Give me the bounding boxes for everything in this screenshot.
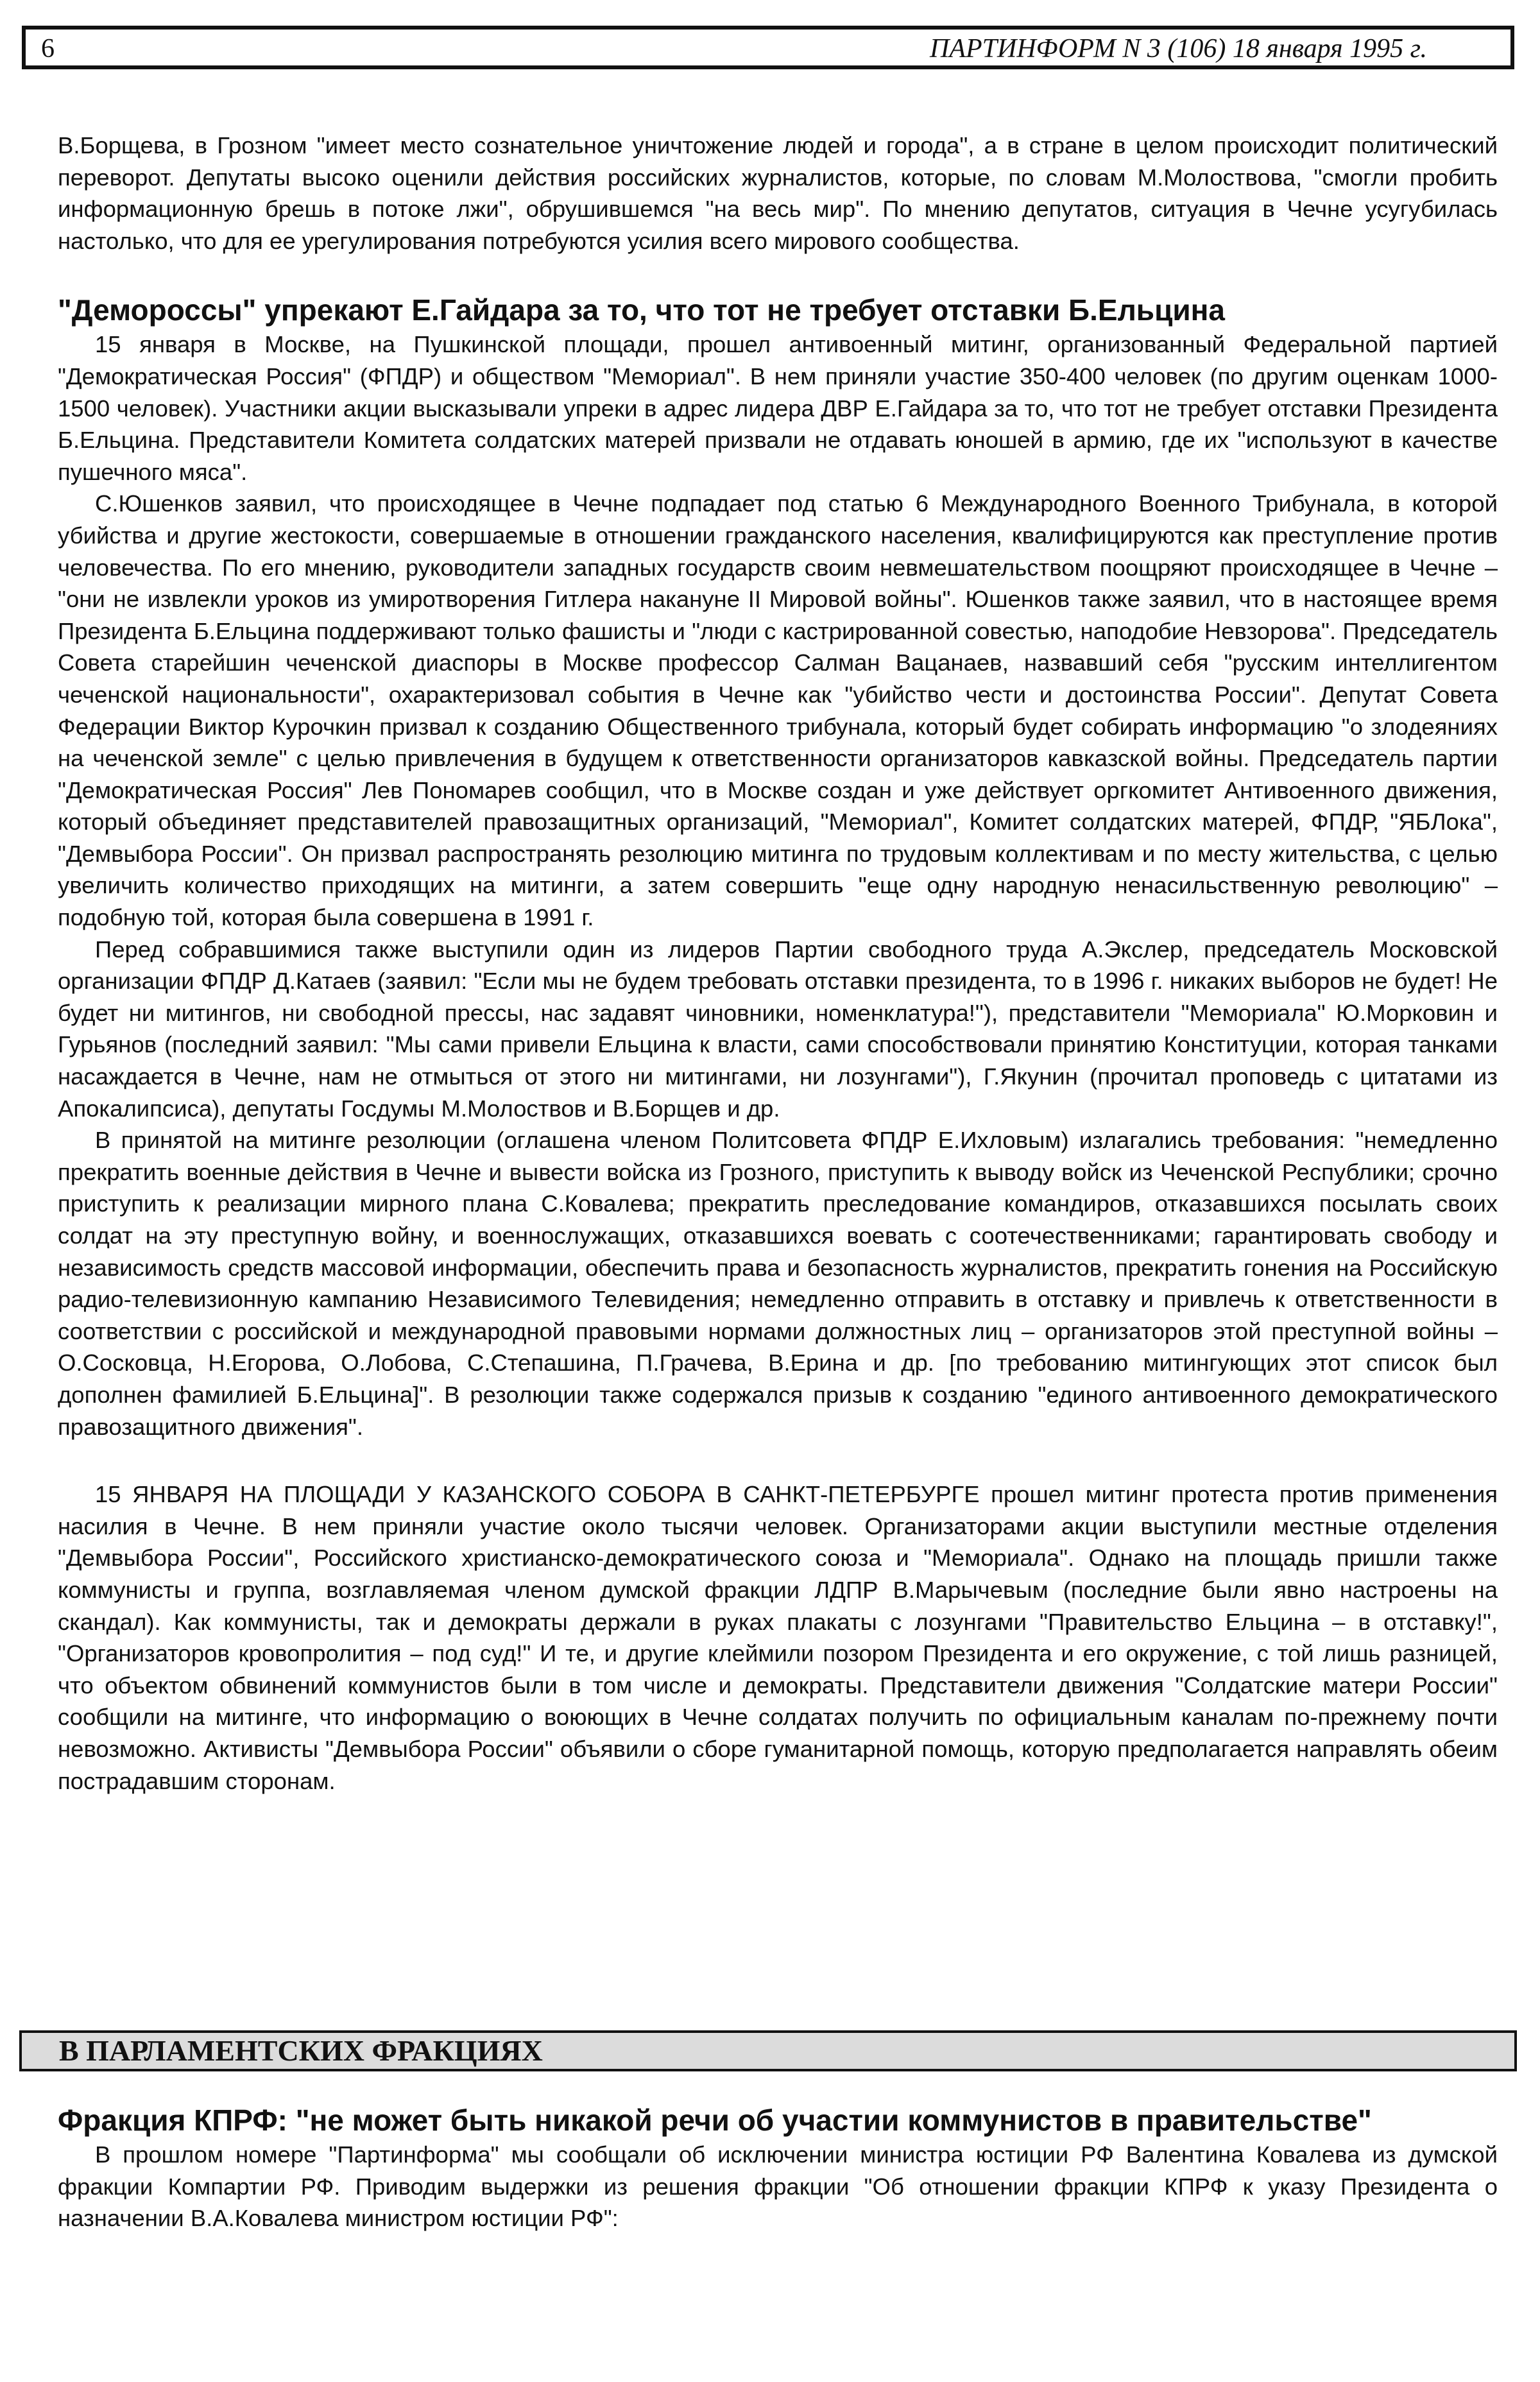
article2-paragraph: В прошлом номере "Партинформа" мы сообщали об исключении министра юстиции РФ Валентина Ковалева из думской фракции Компартии РФ. Приводим выдержки из решения фракции "Об отношении фракции КПРФ к указу Президента о назначении В.А.Ковалева министром юстиции РФ": xyxy=(58,2141,1498,2232)
article1-headline: "Демороссы" упрекают Е.Гайдара за то, что тот не требует отставки Б.Ельцина xyxy=(58,293,1225,327)
page-header xyxy=(22,26,1514,69)
section-title-bar xyxy=(19,2030,1517,2071)
main-text xyxy=(58,130,1498,1797)
spb-paragraph: 15 ЯНВАРЯ НА ПЛОЩАДИ У КАЗАНСКОГО СОБОРА В САНКТ-ПЕТЕРБУРГЕ прошел митинг протеста против применения насилия в Чечне. В нем приняли участие около тысячи человек. Организаторами акции выступили местные отделения "Демвыбора России", Российского христианско-демократического союза и "Мемориала". Однако на площадь пришли также коммунисты и группа, возглавляемая членом думской фракции ЛДПР В.Марычевым (последние были явно настроены на скандал). Как коммунисты, так и демократы держали в руках плакаты с лозунгами "Правительство Ельцина – в отставку!", "Организаторов кровопролития – под суд!" И те, и другие клеймили позором Президента и его окружение, с той лишь разницей, что объектом обвинений коммунистов были в том числе и демократы. Представители движения "Солдатские матери России" сообщили на митинге, что информацию о воюющих в Чечне солдатах получить по официальным каналам по-прежнему почти невозможно. Активисты "Демвыбора России" объявили о сборе гуманитарной помощь, которую предполагается направлять обеим пострадавшим сторонам. xyxy=(58,1481,1498,1794)
article1-paragraph: С.Юшенков заявил, что происходящее в Чечне подпадает под статью 6 Международного Военного Трибунала, в которой убийства и другие жестокости, совершаемые в отношении гражданского населения, квалифицируются как преступление против человечества. По его мнению, руководители западных государств своим невмешательством поощряют происходящее в Чечне – "они не извлекли уроков из умиротворения Гитлера накануне II Мировой войны". Юшенков также заявил, что в настоящее время Президента Б.Ельцина поддерживают только фашисты и "люди с кастрированной совестью, наподобие Невзорова". Председатель Совета старейшин чеченской диаспоры в Москве профессор Салман Вацанаев, назвавший себя "русским интеллигентом чеченской национальности", охарактеризовал события в Чечне как "убийство чести и достоинства России". Депутат Совета Федерации Виктор Курочкин призвал к созданию Общественного трибунала, который будет собирать информацию "о злодеяниях на чеченской земле" с целью привлечения в будущем к ответственности организаторов кавказской войны. Председатель партии "Демократическая Россия" Лев Пономарев сообщил, что в Москве создан и уже действует оргкомитет Антивоенного движения, который объединяет представителей правозащитных организаций, "Мемориал", Комитет солдатских матерей, ФПДР, "ЯБЛока", "Демвыбора России". Он призвал распространять резолюцию митинга по трудовым коллективам и по месту жительства, с целью увеличить количество приходящих на митинги, а затем совершить "еще одну народную ненасильственную революцию" – подобную той, которая была совершена в 1991 г. xyxy=(58,490,1498,931)
article1-paragraph: В принятой на митинге резолюции (оглашена членом Политсовета ФПДР Е.Ихловым) излагались требования: "немедленно прекратить военные действия в Чечне и вывести войска из Грозного, приступить к выводу войск из Чеченской Республики; срочно приступить к реализации мирного плана С.Ковалева; прекратить преследование командиров, отказавшихся посылать своих солдат на эту преступную войну, и военнослужащих, отказавшихся воевать с соотечественниками; гарантировать свободу и независимость средств массовой информации, обеспечить права и безопасность журналистов, прекратить гонения на Российскую радио-телевизионную кампанию Независимого Телевидения; немедленно отправить в отставку и привлечь к ответственности в соответствии с российской и международной правовыми нормами должностных лиц – организаторов этой преступной войны – О.Сосковца, Н.Егорова, О.Лобова, С.Степашина, П.Грачева, В.Ерина и др. [по требованию митингующих этот список был дополнен фамилией Б.Ельцина]". В резолюции также содержался призыв к созданию "единого антивоенного демократического правозащитного движения". xyxy=(58,1127,1498,1440)
article2-headline: Фракция КПРФ: "не может быть никакой речи об участии коммунистов в правительстве" xyxy=(58,2104,1372,2137)
section-title: В ПАРЛАМЕНТСКИХ ФРАКЦИЯХ xyxy=(59,2034,543,2067)
article1-paragraph: Перед собравшимися также выступили один из лидеров Партии свободного труда А.Экслер, председатель Московской организации ФПДР Д.Катаев (заявил: "Если мы не будем требовать отставки президента, то в 1996 г. никаких выборов не будет! Не будет ни митингов, ни свободной прессы, нас задавят чиновники, номенклатура!"), представители "Мемориала" Ю.Морковин и Гурьянов (последний заявил: "Мы сами привели Ельцина к власти, сами способствовали принятию Конституции, которая танками насаждается в Чечне, нам не отмыться от этого ни митингами, ни лозунгами"), Г.Якунин (прочитал проповедь с цитатами из Апокалипсиса), депутаты Госдумы М.Молоствов и В.Борщев и др. xyxy=(58,936,1498,1122)
page-number: 6 xyxy=(41,34,55,64)
section-text xyxy=(58,2102,1498,2234)
article1-paragraph: 15 января в Москве, на Пушкинской площади, прошел антивоенный митинг, организованный Федеральной партией "Демократическая Россия" (ФПДР) и обществом "Мемориал". В нем приняли участие 350-400 человек (по другим оценкам 1000-1500 человек). Участники акции высказывали упреки в адрес лидера ДВР Е.Гайдара за то, что тот не требует отставки Президента Б.Ельцина. Представители Комитета солдатских матерей призвали не отдавать юношей в армию, где их "используют в качестве пушечного мяса". xyxy=(58,331,1498,485)
issue-line: ПАРТИНФОРМ N 3 (106) 18 января 1995 г. xyxy=(930,34,1427,64)
intro-paragraph: В.Борщева, в Грозном "имеет место сознательное уничтожение людей и города", а в стране в целом происходит политический переворот. Депутаты высоко оценили действия российских журналистов, которые, по словам М.Молоствова, "смогли пробить информационную брешь в потоке лжи", обрушившемся "на весь мир". По мнению депутатов, ситуация в Чечне усугубилась настолько, что для ее урегулирования потребуются усилия всего мирового сообщества. xyxy=(58,132,1498,254)
